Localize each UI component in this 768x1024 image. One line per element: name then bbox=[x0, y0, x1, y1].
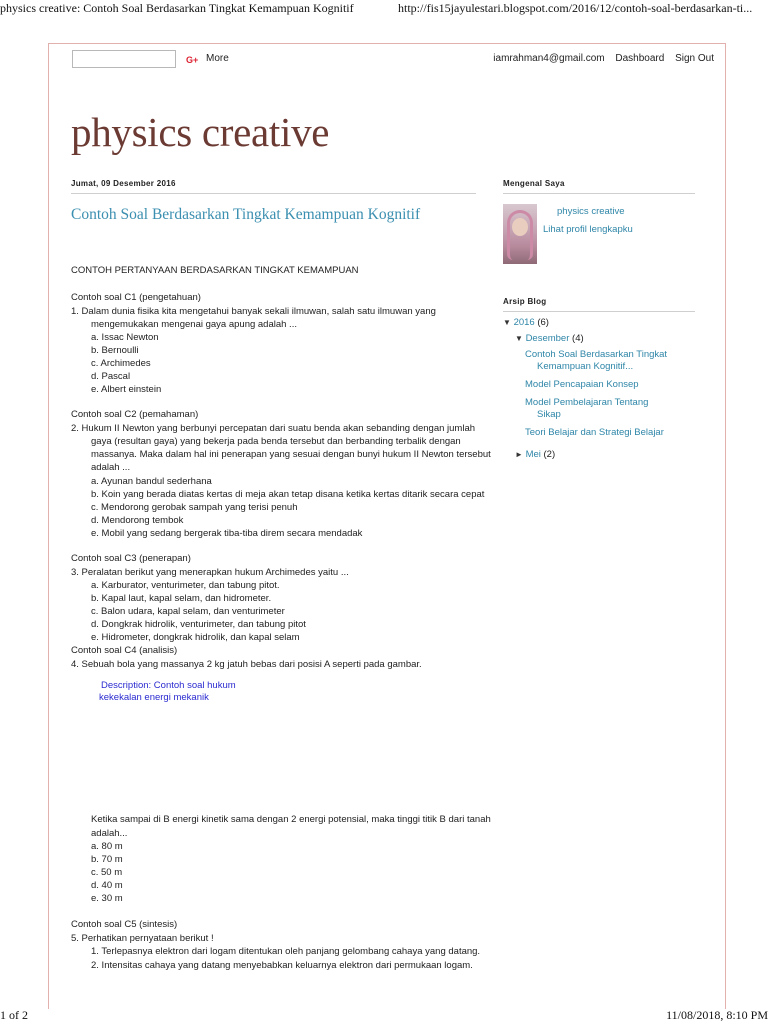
answer-option: c. Mendorong gerobak sampah yang terisi penuh bbox=[91, 502, 298, 513]
section-c1: Contoh soal C1 (pengetahuan) bbox=[71, 292, 201, 303]
archive-post-link[interactable]: Teori Belajar dan Strategi Belajar bbox=[525, 427, 664, 438]
answer-option: e. Albert einstein bbox=[91, 384, 162, 395]
answer-option: b. Kapal laut, kapal selam, dan hidrometer. bbox=[91, 593, 272, 604]
question-text: 5. Perhatikan pernyataan berikut ! bbox=[71, 933, 214, 944]
date-divider bbox=[71, 193, 476, 194]
archive-month-row bbox=[515, 333, 584, 344]
print-page-url: http://fis15jayulestari.blogspot.com/2016/12/contoh-soal-berdasarkan-ti... bbox=[398, 1, 753, 15]
expand-down-icon[interactable]: ▼ bbox=[503, 318, 511, 327]
search-input[interactable] bbox=[72, 50, 176, 68]
archive-year-link[interactable]: 2016 bbox=[513, 317, 535, 328]
archive-heading: Arsip Blog bbox=[503, 297, 547, 306]
answer-option: d. Pascal bbox=[91, 371, 131, 382]
answer-option: d. 40 m bbox=[91, 880, 123, 891]
answer-option: b. Koin yang berada diatas kertas di meja akan tetap disana ketika kertas ditarik secara cepat bbox=[91, 489, 485, 500]
image-description: kekekalan energi mekanik bbox=[99, 692, 209, 703]
post-heading: CONTOH PERTANYAAN BERDASARKAN TINGKAT KEMAMPUAN bbox=[71, 265, 359, 276]
question-text: massanya. Maka dalam hal ini penerapan yang sesuai dengan bunyi hukum II Newton tersebut bbox=[91, 449, 491, 460]
expand-down-icon[interactable]: ▼ bbox=[515, 334, 523, 343]
question-text: Ketika sampai di B energi kinetik sama dengan 2 energi potensial, maka tinggi titik B dari tanah bbox=[91, 814, 491, 825]
answer-option: a. Issac Newton bbox=[91, 332, 159, 343]
question-text: adalah... bbox=[91, 828, 128, 839]
section-c3: Contoh soal C3 (penerapan) bbox=[71, 553, 191, 564]
profile-name-link[interactable]: physics creative bbox=[557, 206, 625, 217]
answer-option: b. 70 m bbox=[91, 854, 123, 865]
answer-option: c. Archimedes bbox=[91, 358, 151, 369]
archive-post-link[interactable]: Contoh Soal Berdasarkan Tingkat bbox=[525, 349, 668, 360]
archive-month-count: (2) bbox=[543, 449, 556, 460]
answer-option: e. Mobil yang sedang bergerak tiba-tiba direm secara mendadak bbox=[91, 528, 363, 539]
section-c5: Contoh soal C5 (sintesis) bbox=[71, 919, 178, 930]
statement-item: 2. Intensitas cahaya yang datang menyebabkan keluarnya elektron dari permukaan logam. bbox=[91, 960, 473, 971]
answer-option: b. Bernoulli bbox=[91, 345, 139, 356]
archive-month-link[interactable]: Desember bbox=[525, 333, 570, 344]
question-text: adalah ... bbox=[91, 462, 131, 473]
blog-title[interactable]: physics creative bbox=[71, 109, 330, 155]
navbar-right bbox=[485, 53, 714, 64]
post-date: Jumat, 09 Desember 2016 bbox=[71, 179, 176, 188]
archive-divider bbox=[503, 311, 695, 312]
print-page-number: 1 of 2 bbox=[0, 1008, 28, 1022]
answer-option: c. 50 m bbox=[91, 867, 123, 878]
section-c4: Contoh soal C4 (analisis) bbox=[71, 645, 178, 656]
avatar-face bbox=[512, 218, 528, 236]
post-title[interactable]: Contoh Soal Berdasarkan Tingkat Kemampuan Kognitif bbox=[71, 206, 421, 223]
expand-right-icon[interactable]: ► bbox=[515, 450, 523, 459]
answer-option: d. Dongkrak hidrolik, venturimeter, dan tabung pitot bbox=[91, 619, 306, 630]
profile-avatar[interactable] bbox=[503, 204, 537, 264]
print-footer bbox=[0, 1008, 768, 1024]
archive-month-row bbox=[515, 449, 555, 460]
question-text: gaya (resultan gaya) yang bekerja pada benda tersebut dan berbanding terbalik dengan bbox=[91, 436, 461, 447]
profile-full-link[interactable]: Lihat profil lengkapku bbox=[543, 224, 633, 235]
question-text: 4. Sebuah bola yang massanya 2 kg jatuh bebas dari posisi A seperti pada gambar. bbox=[71, 659, 422, 670]
question-text: 3. Peralatan berikut yang menerapkan hukum Archimedes yaitu ... bbox=[71, 567, 349, 578]
question-text: 1. Dalam dunia fisika kita mengetahui banyak sekali ilmuwan, salah satu ilmuwan yang bbox=[71, 306, 436, 317]
question-text: mengemukakan mengenai gaya apung adalah ... bbox=[91, 319, 297, 330]
section-c2: Contoh soal C2 (pemahaman) bbox=[71, 409, 199, 420]
sign-out-link[interactable]: Sign Out bbox=[675, 53, 714, 64]
answer-option: c. Balon udara, kapal selam, dan venturimeter bbox=[91, 606, 285, 617]
print-header bbox=[0, 0, 768, 20]
answer-option: e. Hidrometer, dongkrak hidrolik, dan kapal selam bbox=[91, 632, 300, 643]
blogger-navbar bbox=[48, 46, 724, 72]
answer-option: e. 30 m bbox=[91, 893, 123, 904]
about-divider bbox=[503, 193, 695, 194]
answer-option: d. Mendorong tembok bbox=[91, 515, 184, 526]
archive-year-count: (6) bbox=[537, 317, 549, 328]
statement-item: 1. Terlepasnya elektron dari logam ditentukan oleh panjang gelombang cahaya yang datang. bbox=[91, 946, 481, 957]
archive-post-link[interactable]: Model Pencapaian Konsep bbox=[525, 379, 639, 390]
image-description: Description: Contoh soal hukum bbox=[101, 680, 236, 691]
answer-option: a. Karburator, venturimeter, dan tabung pitot. bbox=[91, 580, 280, 591]
archive-post-link[interactable]: Kemampuan Kognitif... bbox=[537, 361, 634, 372]
print-page-title: physics creative: Contoh Soal Berdasarkan Tingkat Kemampuan Kognitif bbox=[0, 1, 354, 15]
archive-post-link[interactable]: Sikap bbox=[537, 409, 561, 420]
archive-post-link[interactable]: Model Pembelajaran Tentang bbox=[525, 397, 649, 408]
google-plus-icon[interactable]: G+ bbox=[186, 55, 199, 65]
archive-year-row bbox=[503, 317, 549, 328]
more-link[interactable]: More bbox=[206, 53, 229, 64]
print-datetime: 11/08/2018, 8:10 PM bbox=[666, 1008, 768, 1022]
question-text: 2. Hukum II Newton yang berbunyi percepatan dari suatu benda akan sebanding dengan jumlah bbox=[71, 423, 476, 434]
answer-option: a. 80 m bbox=[91, 841, 123, 852]
archive-month-count: (4) bbox=[572, 333, 584, 344]
dashboard-link[interactable]: Dashboard bbox=[615, 53, 665, 64]
about-heading: Mengenal Saya bbox=[503, 179, 565, 188]
answer-option: a. Ayunan bandul sederhana bbox=[91, 476, 212, 487]
user-email: iamrahman4@gmail.com bbox=[493, 53, 605, 64]
archive-month-link[interactable]: Mei bbox=[525, 449, 541, 460]
